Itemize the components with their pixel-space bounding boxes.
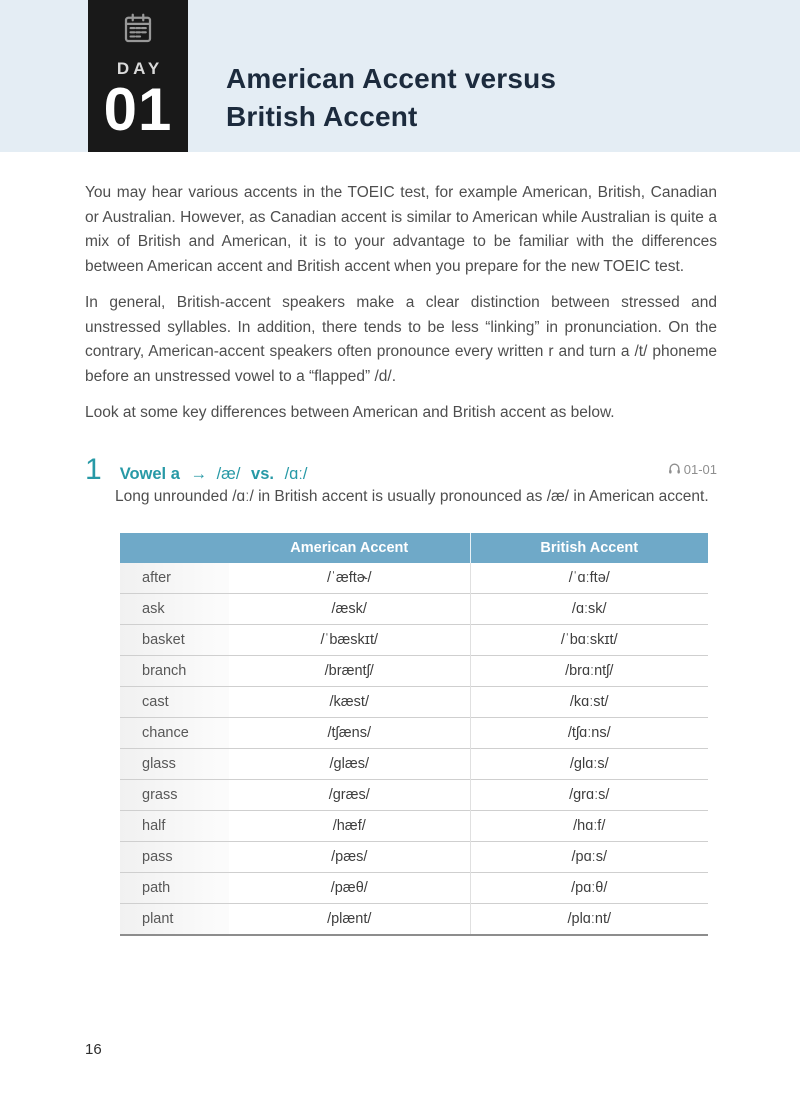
- cell-british: /ɑːsk/: [470, 594, 708, 625]
- pronunciation-table: [120, 533, 708, 936]
- table-row: [120, 780, 708, 811]
- section-description: Long unrounded /ɑː/ in British accent is usually pronounced as /æ/ in American accent.: [115, 487, 709, 505]
- table-row: [120, 904, 708, 936]
- cell-word: plant: [120, 904, 229, 936]
- day-label: DAY: [116, 59, 164, 78]
- cell-american: /græs/: [229, 780, 470, 811]
- cell-american: /hæf/: [229, 811, 470, 842]
- cell-british: /pɑːs/: [470, 842, 708, 873]
- cell-american: /pæθ/: [229, 873, 470, 904]
- cell-british: /kɑːst/: [470, 687, 708, 718]
- table-header-row: [120, 533, 708, 563]
- cell-american: /kæst/: [229, 687, 470, 718]
- section-heading: [85, 452, 717, 486]
- table-row: [120, 594, 708, 625]
- cell-british: /grɑːs/: [470, 780, 708, 811]
- pronunciation-table-body: [120, 563, 708, 935]
- cell-british: /hɑːf/: [470, 811, 708, 842]
- page-header: [0, 0, 800, 152]
- arrow-icon: →: [190, 464, 206, 483]
- intro-paragraph-2: In general, British-accent speakers make a clear distinction between stressed and unstressed syllables. In addition, there tends to be less “linking” in pronunciation. On the contrary, American-accent speakers often pronounce every written r and turn a /t/ phoneme before an unstressed vowel to a “flapped” /d/.: [85, 294, 717, 385]
- table-row: [120, 873, 708, 904]
- cell-british: /ˈɑːftə/: [470, 563, 708, 594]
- cell-american: /ˈæftɚ/: [326, 570, 372, 586]
- audio-track-number: 01-01: [683, 462, 717, 477]
- table-row: [120, 656, 708, 687]
- cell-word: cast: [120, 687, 229, 718]
- section-number: 1: [85, 452, 102, 486]
- cell-american: /ˈbæskɪt/: [229, 625, 470, 656]
- table-row: [120, 687, 708, 718]
- table-row: [120, 625, 708, 656]
- cell-american: /æsk/: [229, 594, 470, 625]
- table-row: [120, 718, 708, 749]
- cell-word: after: [120, 563, 229, 594]
- cell-word: chance: [120, 718, 229, 749]
- page-title-line2: British Accent: [226, 101, 418, 132]
- cell-american: /pæs/: [229, 842, 470, 873]
- calendar-icon: [120, 11, 156, 52]
- section-vs: vs.: [251, 464, 274, 483]
- cell-word: pass: [120, 842, 229, 873]
- page-title-line1: American Accent versus: [226, 63, 557, 94]
- table-row: [120, 811, 708, 842]
- cell-american: /glæs/: [229, 749, 470, 780]
- cell-word: grass: [120, 780, 229, 811]
- cell-word: path: [120, 873, 229, 904]
- cell-word: glass: [120, 749, 229, 780]
- table-row: [120, 749, 708, 780]
- intro-paragraph-3: Look at some key differences between American and British accent as below.: [85, 404, 615, 421]
- cell-american: /tʃæns/: [229, 718, 470, 749]
- cell-american: /plænt/: [229, 904, 470, 936]
- intro-paragraph-1: You may hear various accents in the TOEIC test, for example American, British, Canadian or Australian. However, as Canadian accent is similar to American while Australian is quite a mix of British and American, it is to your advantage to be familiar with the differences between American accent and British accent when you prepare for the new TOEIC test.: [85, 184, 717, 275]
- day-number: 01: [103, 76, 173, 143]
- cell-word: ask: [120, 594, 229, 625]
- headphones-icon: [668, 462, 681, 478]
- cell-american: /bræntʃ/: [229, 656, 470, 687]
- section-title: [120, 465, 314, 484]
- cell-british: /pɑːθ/: [470, 873, 708, 904]
- cell-word: branch: [120, 656, 229, 687]
- table-header-british: British Accent: [470, 533, 708, 563]
- section-ipa-british: /ɑː/: [284, 464, 308, 483]
- cell-british: /plɑːnt/: [470, 904, 708, 936]
- cell-british: /tʃɑːns/: [470, 718, 708, 749]
- page-number: 16: [85, 1041, 102, 1058]
- table-row: [120, 842, 708, 873]
- day-badge: [88, 0, 188, 152]
- cell-word: half: [120, 811, 229, 842]
- table-row: [120, 563, 708, 594]
- section-ipa-american: /æ/: [216, 464, 241, 483]
- cell-british: /brɑːntʃ/: [470, 656, 708, 687]
- main-content: [85, 181, 717, 936]
- table-header-word: [120, 533, 229, 563]
- page-title: [226, 60, 556, 136]
- cell-british: /glɑːs/: [470, 749, 708, 780]
- cell-british: /ˈbɑːskɪt/: [470, 625, 708, 656]
- table-header-american: American Accent: [229, 533, 470, 563]
- section-title-word: Vowel a: [119, 464, 180, 483]
- audio-track-label: [668, 462, 717, 478]
- cell-word: basket: [120, 625, 229, 656]
